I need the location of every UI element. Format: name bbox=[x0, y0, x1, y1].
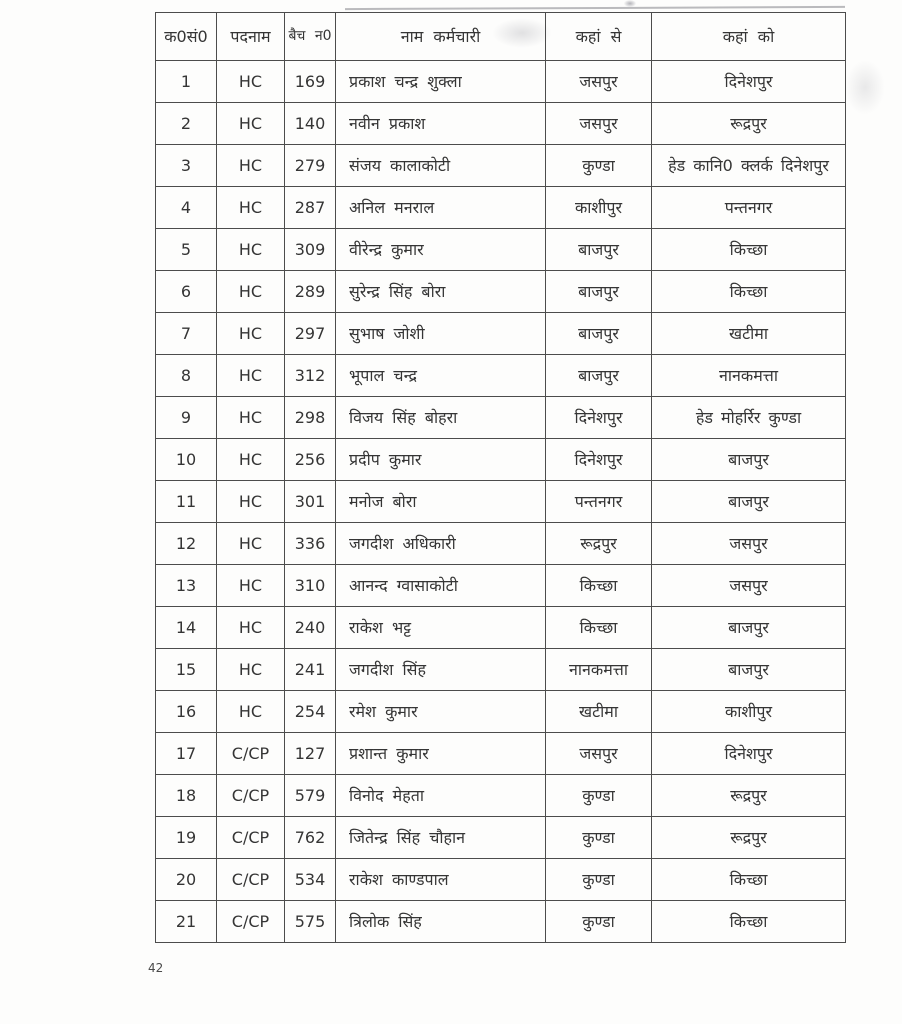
cell-designation: C/CP bbox=[217, 733, 285, 775]
cell-to-where: बाजपुर bbox=[652, 607, 846, 649]
table-row bbox=[156, 397, 846, 439]
cell-from-where: बाजपुर bbox=[546, 355, 652, 397]
cell-employee-name: रमेश कुमार bbox=[336, 691, 546, 733]
cell-employee-name: संजय कालाकोटी bbox=[336, 145, 546, 187]
cell-from-where: जसपुर bbox=[546, 61, 652, 103]
header-from-where: कहां से bbox=[546, 13, 652, 61]
page-number: 42 bbox=[148, 961, 164, 975]
cell-serial-no: 16 bbox=[156, 691, 217, 733]
cell-from-where: बाजपुर bbox=[546, 229, 652, 271]
table-row bbox=[156, 187, 846, 229]
cell-employee-name: वीरेन्द्र कुमार bbox=[336, 229, 546, 271]
cell-from-where: किच्छा bbox=[546, 565, 652, 607]
cell-batch-no: 140 bbox=[285, 103, 336, 145]
cell-batch-no: 301 bbox=[285, 481, 336, 523]
table-row bbox=[156, 355, 846, 397]
cell-to-where: किच्छा bbox=[652, 859, 846, 901]
table-row bbox=[156, 649, 846, 691]
cell-from-where: कुण्डा bbox=[546, 859, 652, 901]
cell-batch-no: 289 bbox=[285, 271, 336, 313]
cell-serial-no: 5 bbox=[156, 229, 217, 271]
cell-to-where: किच्छा bbox=[652, 229, 846, 271]
cell-batch-no: 579 bbox=[285, 775, 336, 817]
cell-designation: C/CP bbox=[217, 859, 285, 901]
table-row bbox=[156, 103, 846, 145]
cell-to-where: दिनेशपुर bbox=[652, 61, 846, 103]
header-employee-name: नाम कर्मचारी bbox=[336, 13, 546, 61]
table-row bbox=[156, 439, 846, 481]
cell-employee-name: प्रदीप कुमार bbox=[336, 439, 546, 481]
cell-serial-no: 1 bbox=[156, 61, 217, 103]
table-row bbox=[156, 313, 846, 355]
cell-employee-name: राकेश भट्ट bbox=[336, 607, 546, 649]
cell-designation: HC bbox=[217, 229, 285, 271]
scan-artifact-mark bbox=[624, 0, 636, 7]
cell-to-where: जसपुर bbox=[652, 565, 846, 607]
cell-batch-no: 298 bbox=[285, 397, 336, 439]
table-row bbox=[156, 145, 846, 187]
cell-from-where: जसपुर bbox=[546, 733, 652, 775]
table-row bbox=[156, 691, 846, 733]
scan-artifact-line bbox=[345, 6, 845, 10]
cell-designation: HC bbox=[217, 607, 285, 649]
cell-to-where: रूद्रपुर bbox=[652, 103, 846, 145]
cell-employee-name: राकेश काण्डपाल bbox=[336, 859, 546, 901]
cell-from-where: कुण्डा bbox=[546, 901, 652, 943]
cell-serial-no: 6 bbox=[156, 271, 217, 313]
cell-employee-name: अनिल मनराल bbox=[336, 187, 546, 229]
cell-employee-name: त्रिलोक सिंह bbox=[336, 901, 546, 943]
cell-batch-no: 297 bbox=[285, 313, 336, 355]
cell-designation: HC bbox=[217, 565, 285, 607]
cell-employee-name: जगदीश सिंह bbox=[336, 649, 546, 691]
cell-from-where: रूद्रपुर bbox=[546, 523, 652, 565]
cell-designation: HC bbox=[217, 271, 285, 313]
cell-serial-no: 3 bbox=[156, 145, 217, 187]
cell-serial-no: 7 bbox=[156, 313, 217, 355]
cell-to-where: नानकमत्ता bbox=[652, 355, 846, 397]
table-header-row bbox=[156, 13, 846, 61]
cell-designation: HC bbox=[217, 313, 285, 355]
cell-batch-no: 169 bbox=[285, 61, 336, 103]
cell-from-where: काशीपुर bbox=[546, 187, 652, 229]
cell-batch-no: 287 bbox=[285, 187, 336, 229]
cell-designation: HC bbox=[217, 61, 285, 103]
cell-to-where: बाजपुर bbox=[652, 481, 846, 523]
cell-batch-no: 240 bbox=[285, 607, 336, 649]
cell-employee-name: भूपाल चन्द्र bbox=[336, 355, 546, 397]
cell-designation: HC bbox=[217, 523, 285, 565]
cell-to-where: किच्छा bbox=[652, 271, 846, 313]
cell-to-where: खटीमा bbox=[652, 313, 846, 355]
cell-from-where: कुण्डा bbox=[546, 775, 652, 817]
table-row bbox=[156, 523, 846, 565]
cell-designation: C/CP bbox=[217, 901, 285, 943]
table-row bbox=[156, 859, 846, 901]
cell-to-where: हेड मोहर्रिर कुण्डा bbox=[652, 397, 846, 439]
cell-from-where: कुण्डा bbox=[546, 145, 652, 187]
cell-employee-name: सुरेन्द्र सिंह बोरा bbox=[336, 271, 546, 313]
header-designation: पदनाम bbox=[217, 13, 285, 61]
cell-to-where: रूद्रपुर bbox=[652, 775, 846, 817]
table-row bbox=[156, 607, 846, 649]
cell-designation: HC bbox=[217, 355, 285, 397]
cell-designation: HC bbox=[217, 187, 285, 229]
cell-to-where: बाजपुर bbox=[652, 649, 846, 691]
cell-employee-name: प्रकाश चन्द्र शुक्ला bbox=[336, 61, 546, 103]
cell-employee-name: जितेन्द्र सिंह चौहान bbox=[336, 817, 546, 859]
cell-employee-name: विनोद मेहता bbox=[336, 775, 546, 817]
cell-serial-no: 10 bbox=[156, 439, 217, 481]
cell-from-where: कुण्डा bbox=[546, 817, 652, 859]
cell-from-where: जसपुर bbox=[546, 103, 652, 145]
cell-employee-name: मनोज बोरा bbox=[336, 481, 546, 523]
cell-designation: HC bbox=[217, 481, 285, 523]
cell-to-where: पन्तनगर bbox=[652, 187, 846, 229]
cell-serial-no: 19 bbox=[156, 817, 217, 859]
scan-artifact-smudge bbox=[845, 60, 885, 115]
cell-employee-name: जगदीश अधिकारी bbox=[336, 523, 546, 565]
cell-employee-name: विजय सिंह बोहरा bbox=[336, 397, 546, 439]
cell-designation: HC bbox=[217, 649, 285, 691]
cell-serial-no: 13 bbox=[156, 565, 217, 607]
cell-designation: HC bbox=[217, 397, 285, 439]
cell-batch-no: 279 bbox=[285, 145, 336, 187]
cell-designation: HC bbox=[217, 103, 285, 145]
cell-to-where: दिनेशपुर bbox=[652, 733, 846, 775]
cell-designation: HC bbox=[217, 691, 285, 733]
cell-serial-no: 8 bbox=[156, 355, 217, 397]
table-row bbox=[156, 481, 846, 523]
cell-employee-name: सुभाष जोशी bbox=[336, 313, 546, 355]
cell-employee-name: नवीन प्रकाश bbox=[336, 103, 546, 145]
header-batch-no: बैच न0 bbox=[285, 13, 336, 61]
table-row bbox=[156, 61, 846, 103]
cell-from-where: नानकमत्ता bbox=[546, 649, 652, 691]
cell-designation: HC bbox=[217, 439, 285, 481]
table-row bbox=[156, 271, 846, 313]
cell-batch-no: 127 bbox=[285, 733, 336, 775]
cell-batch-no: 312 bbox=[285, 355, 336, 397]
cell-from-where: दिनेशपुर bbox=[546, 397, 652, 439]
table-row bbox=[156, 901, 846, 943]
cell-serial-no: 21 bbox=[156, 901, 217, 943]
cell-employee-name: प्रशान्त कुमार bbox=[336, 733, 546, 775]
cell-serial-no: 11 bbox=[156, 481, 217, 523]
cell-from-where: बाजपुर bbox=[546, 313, 652, 355]
cell-serial-no: 15 bbox=[156, 649, 217, 691]
cell-serial-no: 17 bbox=[156, 733, 217, 775]
cell-to-where: काशीपुर bbox=[652, 691, 846, 733]
cell-serial-no: 9 bbox=[156, 397, 217, 439]
header-serial-no: क0सं0 bbox=[156, 13, 217, 61]
header-to-where: कहां को bbox=[652, 13, 846, 61]
table-row bbox=[156, 817, 846, 859]
cell-batch-no: 241 bbox=[285, 649, 336, 691]
transfer-table bbox=[155, 12, 846, 943]
table-row bbox=[156, 229, 846, 271]
cell-designation: HC bbox=[217, 145, 285, 187]
cell-batch-no: 762 bbox=[285, 817, 336, 859]
table-row bbox=[156, 775, 846, 817]
cell-batch-no: 336 bbox=[285, 523, 336, 565]
cell-batch-no: 310 bbox=[285, 565, 336, 607]
cell-from-where: खटीमा bbox=[546, 691, 652, 733]
cell-from-where: पन्तनगर bbox=[546, 481, 652, 523]
cell-to-where: बाजपुर bbox=[652, 439, 846, 481]
cell-serial-no: 2 bbox=[156, 103, 217, 145]
cell-to-where: जसपुर bbox=[652, 523, 846, 565]
cell-batch-no: 309 bbox=[285, 229, 336, 271]
cell-from-where: दिनेशपुर bbox=[546, 439, 652, 481]
cell-batch-no: 534 bbox=[285, 859, 336, 901]
cell-to-where: रूद्रपुर bbox=[652, 817, 846, 859]
cell-serial-no: 20 bbox=[156, 859, 217, 901]
cell-to-where: हेड कानि0 क्लर्क दिनेशपुर bbox=[652, 145, 846, 187]
cell-serial-no: 12 bbox=[156, 523, 217, 565]
cell-employee-name: आनन्द ग्वासाकोटी bbox=[336, 565, 546, 607]
cell-batch-no: 575 bbox=[285, 901, 336, 943]
cell-designation: C/CP bbox=[217, 817, 285, 859]
cell-from-where: किच्छा bbox=[546, 607, 652, 649]
cell-serial-no: 18 bbox=[156, 775, 217, 817]
table-row bbox=[156, 733, 846, 775]
cell-to-where: किच्छा bbox=[652, 901, 846, 943]
cell-batch-no: 254 bbox=[285, 691, 336, 733]
cell-serial-no: 14 bbox=[156, 607, 217, 649]
cell-serial-no: 4 bbox=[156, 187, 217, 229]
cell-from-where: बाजपुर bbox=[546, 271, 652, 313]
cell-batch-no: 256 bbox=[285, 439, 336, 481]
table-row bbox=[156, 565, 846, 607]
table-body bbox=[156, 61, 846, 943]
cell-designation: C/CP bbox=[217, 775, 285, 817]
